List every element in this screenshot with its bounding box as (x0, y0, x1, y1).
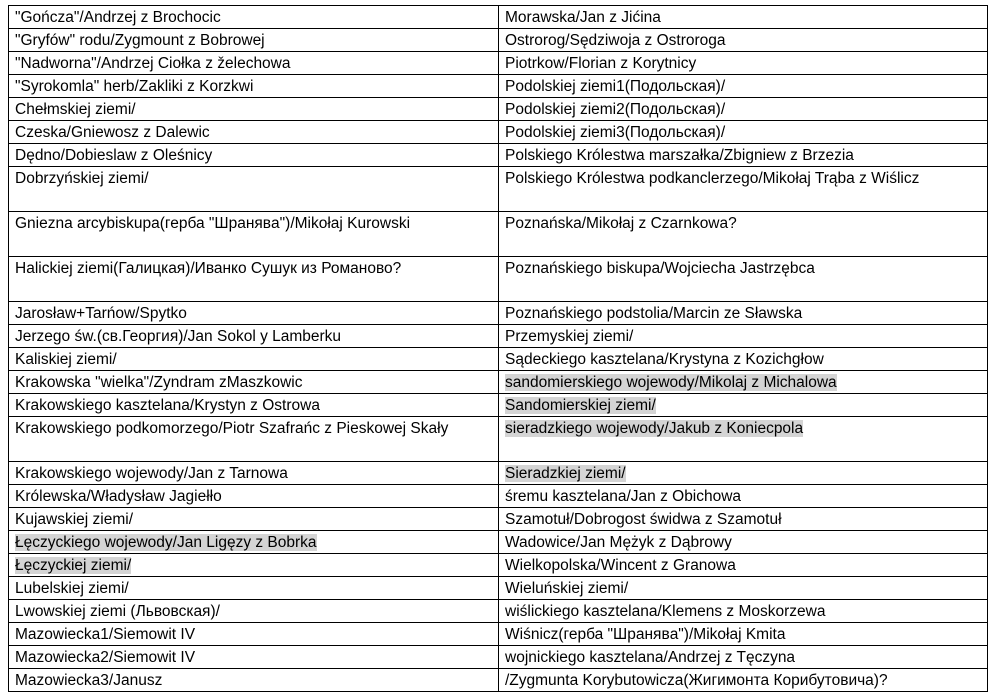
table-row (9, 144, 988, 167)
table-cell (499, 121, 988, 144)
table-cell (9, 257, 499, 302)
table-cell (499, 325, 988, 348)
cell-text: Mazowiecka1/Siemowit IV (15, 626, 196, 643)
cell-text: Piotrkow/Florian z Korytnicy (505, 55, 697, 72)
cell-text: Morawska/Jan z Jićina (505, 9, 661, 26)
table-cell (499, 348, 988, 371)
cell-text: Chełmskiej ziemi/ (15, 101, 136, 118)
cell-text: Poznańskiego biskupa/Wojciecha Jastrzębca (505, 260, 815, 277)
table-row (9, 554, 988, 577)
cell-text: Mazowiecka2/Siemowit IV (15, 649, 196, 666)
cell-text: "Nadworna"/Andrzej Ciołka z želechowa (15, 55, 291, 72)
cell-text: Wielkopolska/Wincent z Granowa (505, 557, 736, 574)
cell-text: Mazowiecka3/Janusz (15, 672, 163, 689)
table-cell (499, 462, 988, 485)
cell-text: /Zygmunta Korybutowicza(Жигимонта Корибутовича)? (505, 672, 888, 689)
cell-text: Podolskiej ziemi2(Подольская)/ (505, 101, 726, 118)
table-cell (9, 669, 499, 692)
cell-text: Krakowskiego kasztelana/Krystyn z Ostrowa (15, 397, 320, 414)
cell-text: Krakowska "wielka"/Zyndram zMaszkowic (15, 374, 303, 391)
table-cell (499, 52, 988, 75)
table-cell (9, 302, 499, 325)
cell-text: Dobrzyńskiej ziemi/ (15, 170, 149, 187)
cell-text: Podolskiej ziemi1(Подольская)/ (505, 78, 726, 95)
cell-text: Gniezna arcybiskupa(герба "Шранявa")/Mikołaj Kurowski (15, 215, 411, 232)
table-cell (499, 646, 988, 669)
table-cell (499, 531, 988, 554)
table-cell (499, 371, 988, 394)
cell-text: "Syrokomla" herb/Zakliki z Korzkwi (15, 78, 254, 95)
table-row (9, 29, 988, 52)
table-row (9, 531, 988, 554)
cell-text: Przemyskiej ziemi/ (505, 328, 634, 345)
table-row (9, 623, 988, 646)
cell-text: Dędno/Dobieslaw z Oleśnicy (15, 147, 213, 164)
cell-text: Poznańska/Mikołaj z Czarnkowa? (505, 215, 737, 232)
cell-text: Wieluńskiej ziemi/ (505, 580, 629, 597)
highlighted-cell-text: Łęczyckiego wojewody/Jan Ligęzy z Bobrka (15, 534, 317, 551)
banners-table (8, 5, 988, 692)
table-row (9, 485, 988, 508)
table-cell (9, 325, 499, 348)
table-cell (9, 600, 499, 623)
table-cell (9, 554, 499, 577)
cell-text: Krakowskiego podkomorzego/Piotr Szafrańc z Pieskowej Skały (15, 420, 449, 437)
table-row (9, 52, 988, 75)
cell-text: Jerzego św.(св.Георгия)/Jan Sokol y Lamberku (15, 328, 342, 345)
table-cell (9, 417, 499, 462)
cell-text: Lubelskiej ziemi/ (15, 580, 129, 597)
cell-text: Kujawskiej ziemi/ (15, 511, 134, 528)
cell-text: Ostrorog/Sędziwoja z Ostroroga (505, 32, 726, 49)
table-cell (499, 600, 988, 623)
cell-text: "Gończa"/Andrzej z Brochocic (15, 9, 221, 26)
table-cell (499, 257, 988, 302)
table-cell (499, 394, 988, 417)
table-cell (9, 348, 499, 371)
table-cell (9, 394, 499, 417)
table-cell (499, 98, 988, 121)
table-row (9, 577, 988, 600)
table-cell (9, 485, 499, 508)
table-cell (9, 98, 499, 121)
table-cell (499, 144, 988, 167)
cell-text: Polskiego Królestwa marszałka/Zbigniew z Brzezia (505, 147, 854, 164)
table-cell (499, 485, 988, 508)
table-cell (499, 508, 988, 531)
cell-text: Kaliskiej ziemi/ (15, 351, 117, 368)
cell-text: wiślickiego kasztelana/Klemens z Moskorzewa (505, 603, 826, 620)
table-cell (9, 144, 499, 167)
table-row (9, 646, 988, 669)
table-cell (9, 371, 499, 394)
table-cell (9, 646, 499, 669)
table-cell (499, 167, 988, 212)
table-cell (9, 167, 499, 212)
table-cell (499, 6, 988, 29)
cell-text: Lwowskiej ziemi (Львовская)/ (15, 603, 220, 620)
highlighted-cell-text: sandomierskiego wojewody/Mikolaj z Michalowa (505, 374, 837, 391)
cell-text: Szamotuł/Dobrogost świdwa z Szamotuł (505, 511, 782, 528)
table-row (9, 98, 988, 121)
cell-text: wojnickiego kasztelana/Andrzej z Tęczyna (505, 649, 796, 666)
table-row (9, 302, 988, 325)
table-row (9, 325, 988, 348)
cell-text: Polskiego Królestwa podkanclerzego/Mikołaj Trąba z Wiślicz (505, 170, 920, 187)
table-cell (499, 417, 988, 462)
cell-text: Jarosław+Tarńow/Spytko (15, 305, 187, 322)
table-row (9, 348, 988, 371)
table-cell (9, 623, 499, 646)
table-cell (499, 29, 988, 52)
cell-text: Sądeckiego kasztelana/Krystyna z Kozichgłow (505, 351, 824, 368)
table-cell (9, 212, 499, 257)
cell-text: śremu kasztelana/Jan z Obichowa (505, 488, 742, 505)
table-row (9, 212, 988, 257)
cell-text: Królewska/Władysław Jagiełło (15, 488, 222, 505)
table-cell (9, 75, 499, 98)
cell-text: "Gryfów" rodu/Zygmount z Bobrowej (15, 32, 265, 49)
table-cell (499, 302, 988, 325)
table-cell (9, 6, 499, 29)
table-row (9, 417, 988, 462)
cell-text: Krakowskiego wojewody/Jan z Tarnowa (15, 465, 288, 482)
cell-text: Poznańskiego podstolia/Marcin ze Sławska (505, 305, 803, 322)
table-cell (9, 577, 499, 600)
table-cell (499, 75, 988, 98)
table-row (9, 121, 988, 144)
highlighted-cell-text: Sandomierskiej ziemi/ (505, 397, 656, 414)
table-row (9, 75, 988, 98)
table-row (9, 600, 988, 623)
highlighted-cell-text: sieradzkiego wojewody/Jakub z Koniecpola (505, 420, 804, 437)
table-row (9, 462, 988, 485)
table-row (9, 6, 988, 29)
table-row (9, 394, 988, 417)
cell-text: Wadowice/Jan Mężyk z Dąbrowy (505, 534, 732, 551)
table-row (9, 669, 988, 692)
table-row (9, 371, 988, 394)
table-cell (499, 669, 988, 692)
cell-text: Podolskiej ziemi3(Подольская)/ (505, 124, 726, 141)
table-cell (9, 462, 499, 485)
table-cell (499, 554, 988, 577)
table-cell (499, 212, 988, 257)
table-row (9, 167, 988, 212)
table-row (9, 508, 988, 531)
cell-text: Czeska/Gniewosz z Dalewic (15, 124, 210, 141)
table-cell (9, 29, 499, 52)
highlighted-cell-text: Łęczyckiej ziemi/ (15, 557, 132, 574)
table-cell (499, 623, 988, 646)
cell-text: Wiśnicz(герба "Шранявa")/Mikołaj Kmita (505, 626, 786, 643)
table-cell (9, 121, 499, 144)
table-cell (9, 508, 499, 531)
table-cell (9, 52, 499, 75)
cell-text: Halickiej ziemi(Галицкая)/Иванко Сушук из Романово? (15, 260, 402, 277)
table-cell (9, 531, 499, 554)
table-cell (499, 577, 988, 600)
table-row (9, 257, 988, 302)
highlighted-cell-text: Sieradzkiej ziemi/ (505, 465, 626, 482)
